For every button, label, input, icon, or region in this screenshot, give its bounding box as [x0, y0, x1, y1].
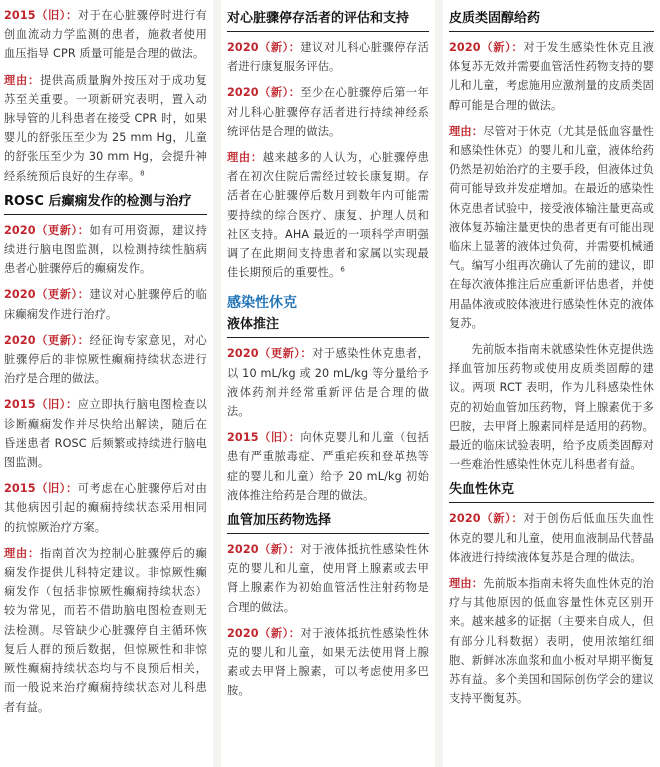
paragraph	[4, 331, 207, 389]
version-tag: 2020（新）：	[227, 86, 301, 100]
section-title: 皮质类固醇给药	[449, 10, 654, 32]
paragraph	[227, 624, 429, 701]
paragraph	[449, 38, 654, 115]
paragraph	[4, 479, 207, 537]
paragraph-text: 对于创伤后低血压失血性休克的婴儿和儿童，使用血液制品代替晶体液进行持续液体复苏是合理的做法。	[449, 512, 654, 564]
rationale-tag: 理由：	[227, 151, 263, 165]
paragraph	[4, 285, 207, 323]
paragraph	[227, 344, 429, 421]
rationale-tag: 理由：	[4, 73, 40, 87]
version-tag: 2015（旧）：	[4, 398, 78, 412]
paragraph	[227, 148, 429, 282]
column-right	[443, 0, 660, 767]
paragraph-text: 对于液体抵抗性感染性休克的婴儿和儿童，使用肾上腺素或去甲肾上腺素作为初始血管活性注射药物是合理的做法。	[227, 543, 429, 614]
version-tag: 2020（新）：	[227, 41, 301, 54]
version-tag: 2015（旧）：	[4, 9, 78, 22]
paragraph-text: 建议对心脏骤停后的临床癫痫发作进行治疗。	[4, 288, 207, 321]
paragraph	[449, 574, 654, 708]
paragraph	[4, 395, 207, 472]
paragraph	[449, 122, 654, 333]
column-middle	[221, 0, 435, 767]
citation: 6	[340, 265, 345, 274]
version-tag: 2020（新）：	[227, 626, 301, 640]
paragraph-text: 对于在心脏骤停时进行有创血流动力学监测的患者，施救者使用血压指导 CPR 质量可能是合理的做法。	[4, 9, 207, 61]
paragraph	[4, 6, 207, 64]
section-title: 失血性休克	[449, 481, 654, 503]
paragraph-text: 应立即执行脑电图检查以诊断癫痫发作并尽快给出解读，随后在昏迷患者 ROSC 后频繁或持续进行脑电图监测。	[4, 398, 207, 470]
paragraph-text: 指南首次为控制心脏骤停后的癫痫发作提供儿科特定建议。非惊厥性癫痫发作（包括非惊厥性癫痫持续状态）较为常见，而若不借助脑电图检查则无法检测。尽管缺少心脏骤停自主循环恢复后人群的预后数据，但惊厥性和非惊厥性癫痫持续状态均与不良预后相关，而一般说来治疗癫痫持续状态对儿科患者有益。	[4, 546, 207, 714]
rationale-tag: 理由：	[4, 546, 40, 560]
paragraph	[4, 71, 207, 186]
version-tag: 2020（新）：	[449, 41, 524, 54]
paragraph-text: 提供高质量胸外按压对于成功复苏至关重要。一项新研究表明，置入动脉导管的儿科患者在接受 CPR 时，如果婴儿的舒张压至少为 25 mm Hg，儿童的舒张压至少为 30 mm Hg，会提升神经系统预后良好的生存率。	[4, 73, 207, 183]
paragraph-text: 可考虑在心脏骤停后对由其他病因引起的癫痫持续状态采用相同的抗惊厥治疗方案。	[4, 482, 207, 534]
version-tag: 2020（更新）：	[4, 223, 90, 237]
section-title: ROSC 后癫痫发作的检测与治疗	[4, 193, 207, 215]
section-title: 血管加压药物选择	[227, 512, 429, 534]
citation: 8	[140, 168, 145, 177]
paragraph-text: 对于发生感染性休克且液体复苏无效并需要血管活性药物支持的婴儿和儿童，考虑施用应激剂量的皮质类固醇可能是合理的做法。	[449, 41, 654, 112]
paragraph-text: 尽管对于休克（尤其是低血容量性和感染性休克）的婴儿和儿童，液体给药仍然是初始治疗的主要手段，但液体过负荷可能导致并发症增加。在最近的感染性休克患者试验中，接受液体输注量更高或液体复苏输注量更快的患者更有可能出现临床上显著的液体过负荷，并需要机械通气。编写小组再次确认了先前的建议，即在每次液体推注后应重新评估患者，并使用晶体液或胶体液进行感染性休克的液体复苏。	[449, 124, 654, 330]
paragraph	[227, 38, 429, 76]
paragraph	[227, 540, 429, 617]
version-tag: 2020（更新）：	[4, 333, 90, 347]
rationale-tag: 理由：	[449, 577, 484, 591]
paragraph-text: 经征询专家意见，对心脏骤停后的非惊厥性癫痫持续状态进行治疗是合理的做法。	[4, 333, 207, 386]
paragraph-text: 建议对儿科心脏骤停存活者进行康复服务评估。	[227, 41, 429, 74]
rationale-tag: 理由：	[449, 124, 484, 138]
paragraph-text: 如有可用资源，建议持续进行脑电图监测，以检测持续性脑病患者心脏骤停后的癫痫发作。	[4, 223, 207, 276]
paragraph: 先前版本指南未就感染性休克提供选择血管加压药物或使用皮质类固醇的建议。两项 RCT 表明，作为儿科感染性休克的初始血管加压药物，肾上腺素优于多巴胺，去甲肾上腺素同样是适用的药物。最近的临床试验表明，给予皮质类固醇对一些难治性感染性休克儿科患者有益。	[449, 343, 654, 472]
section-title: 对心脏骤停存活者的评估和支持	[227, 10, 429, 32]
version-tag: 2015（旧）：	[4, 482, 78, 496]
paragraph-text: 向休克婴儿和儿童（包括患有严重脓毒症、严重疟疾和登革热等症的婴儿和儿童）给予 20 mL/kg 初始液体推注给药是合理的做法。	[227, 431, 429, 502]
version-tag: 2020（更新）：	[4, 288, 90, 302]
section-title: 液体推注	[227, 316, 429, 338]
paragraph-text: 至少在心脏骤停后第一年对儿科心脏骤停存活者进行持续神经系统评估是合理的做法。	[227, 86, 429, 138]
version-tag: 2020（新）：	[449, 512, 524, 526]
version-tag: 2020（更新）：	[227, 347, 313, 361]
paragraph-text: 越来越多的人认为，心脏骤停患者在初次住院后需经过较长康复期。存活者在心脏骤停后数月到数年内可能需要持续的综合医疗、康复、护理人员和社区支持。AHA 最近的一项科学声明强调了在此期间支持患者和家属以实现最佳长期预后的重要性。	[227, 151, 429, 280]
category-title: 感染性休克	[227, 295, 297, 312]
version-tag: 2020（新）：	[227, 543, 301, 557]
version-tag: 2015（旧）：	[227, 431, 301, 445]
paragraph-text: 对于感染性休克患者，以 10 mL/kg 或 20 mL/kg 等分量给予液体药剂并经常重新评估是合理的做法。	[227, 347, 429, 419]
paragraph	[227, 428, 429, 505]
paragraph	[4, 221, 207, 279]
paragraph-text: 先前版本指南未将失血性休克的治疗与其他原因的低血容量性休克区别开来。越来越多的证据（主要来自成人，但有部分儿科数据）表明，使用浓缩红细胞、新鲜冰冻血浆和血小板对早期平衡复苏有益。多个美国和国际创伤学会的建议支持平衡复苏。	[449, 577, 654, 706]
paragraph-text: 对于液体抵抗性感染性休克的婴儿和儿童，如果无法使用肾上腺素或去甲肾上腺素，可以考虑使用多巴胺。	[227, 626, 429, 698]
paragraph	[4, 544, 207, 717]
paragraph	[227, 83, 429, 141]
paragraph	[449, 509, 654, 567]
column-left	[0, 0, 213, 767]
